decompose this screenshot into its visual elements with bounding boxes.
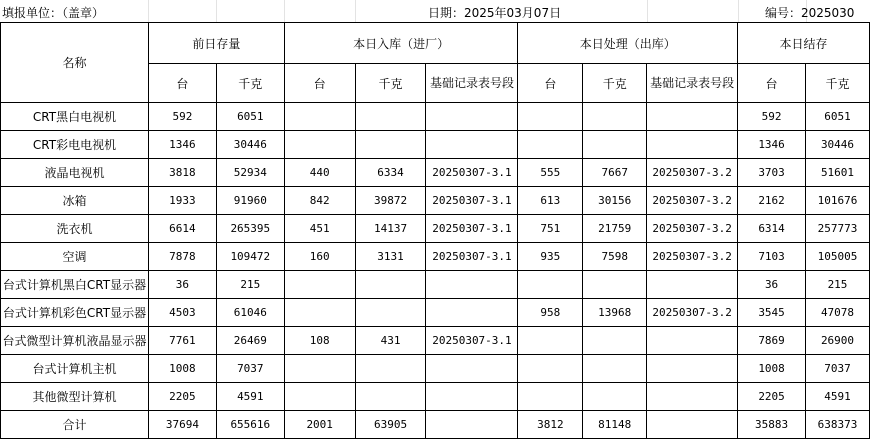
row-name: 台式计算机主机 — [1, 355, 149, 383]
in-record-cell: 20250307-3.1 — [426, 159, 518, 187]
bal-units-cell: 592 — [738, 103, 806, 131]
table-row — [1, 103, 870, 131]
in-kg-cell: 431 — [355, 327, 426, 355]
prev-kg-cell: 61046 — [216, 299, 284, 327]
row-name: 空调 — [1, 243, 149, 271]
out-record-cell — [647, 355, 738, 383]
outbound-header: 本日处理（出库） — [518, 23, 738, 64]
unit-header-kg: 千克 — [583, 64, 647, 103]
grid-line — [738, 0, 739, 22]
prev-kg-cell: 655616 — [216, 411, 284, 439]
grid-line — [284, 0, 285, 22]
out-kg-cell — [583, 327, 647, 355]
prev-units-cell: 1008 — [148, 355, 216, 383]
prev-units-cell: 1933 — [148, 187, 216, 215]
table-row — [1, 159, 870, 187]
prev-kg-cell: 52934 — [216, 159, 284, 187]
bal-units-cell: 3703 — [738, 159, 806, 187]
prev-kg-cell: 6051 — [216, 103, 284, 131]
in-record-cell — [426, 299, 518, 327]
out-units-cell — [518, 327, 583, 355]
bal-kg-cell: 638373 — [806, 411, 870, 439]
header-row-groups — [1, 23, 870, 64]
row-name: 台式微型计算机液晶显示器 — [1, 327, 149, 355]
out-kg-cell — [583, 131, 647, 159]
record-range-header: 基础记录表号段 — [647, 64, 738, 103]
out-kg-cell: 81148 — [583, 411, 647, 439]
date-label: 日期：2025年03月07日 — [428, 6, 562, 20]
in-units-cell — [284, 355, 355, 383]
in-record-cell: 20250307-3.1 — [426, 327, 518, 355]
bal-kg-cell: 6051 — [806, 103, 870, 131]
bal-units-cell: 7869 — [738, 327, 806, 355]
prev-units-cell: 37694 — [148, 411, 216, 439]
prev-units-cell: 3818 — [148, 159, 216, 187]
bal-units-cell: 3545 — [738, 299, 806, 327]
out-kg-cell: 7598 — [583, 243, 647, 271]
grid-line — [148, 0, 149, 22]
out-kg-cell — [583, 355, 647, 383]
in-record-cell — [426, 271, 518, 299]
prev-units-cell: 4503 — [148, 299, 216, 327]
out-record-cell — [647, 383, 738, 411]
grid-line — [647, 0, 648, 22]
in-units-cell: 440 — [284, 159, 355, 187]
table-row — [1, 215, 870, 243]
out-kg-cell — [583, 383, 647, 411]
prev-units-cell: 1346 — [148, 131, 216, 159]
grid-line — [216, 0, 217, 22]
out-units-cell: 3812 — [518, 411, 583, 439]
out-units-cell — [518, 103, 583, 131]
out-record-cell: 20250307-3.2 — [647, 243, 738, 271]
in-record-cell — [426, 383, 518, 411]
reporting-unit-label: 填报单位：（盖章） — [2, 6, 105, 20]
row-name: CRT彩电电视机 — [1, 131, 149, 159]
unit-header-units: 台 — [738, 64, 806, 103]
out-units-cell: 555 — [518, 159, 583, 187]
in-kg-cell: 39872 — [355, 187, 426, 215]
serial-number-label: 编号：2025030 — [765, 6, 855, 20]
bal-kg-cell: 105005 — [806, 243, 870, 271]
out-record-cell — [647, 327, 738, 355]
bal-units-cell: 2162 — [738, 187, 806, 215]
out-record-cell: 20250307-3.2 — [647, 187, 738, 215]
in-record-cell: 20250307-3.1 — [426, 243, 518, 271]
row-name: 洗衣机 — [1, 215, 149, 243]
table-row — [1, 355, 870, 383]
unit-header-kg: 千克 — [806, 64, 870, 103]
out-record-cell — [647, 103, 738, 131]
prev-kg-cell: 4591 — [216, 383, 284, 411]
bal-units-cell: 1008 — [738, 355, 806, 383]
out-units-cell — [518, 271, 583, 299]
unit-header-kg: 千克 — [216, 64, 284, 103]
in-units-cell: 108 — [284, 327, 355, 355]
bal-units-cell: 7103 — [738, 243, 806, 271]
in-units-cell — [284, 131, 355, 159]
table-row — [1, 327, 870, 355]
row-name: 合计 — [1, 411, 149, 439]
name-column-header: 名称 — [1, 23, 149, 103]
prev-kg-cell: 91960 — [216, 187, 284, 215]
bal-kg-cell: 101676 — [806, 187, 870, 215]
out-record-cell — [647, 411, 738, 439]
prev-kg-cell: 7037 — [216, 355, 284, 383]
in-kg-cell — [355, 355, 426, 383]
table-row — [1, 383, 870, 411]
prev-kg-cell: 30446 — [216, 131, 284, 159]
out-units-cell — [518, 355, 583, 383]
unit-header-units: 台 — [284, 64, 355, 103]
out-record-cell — [647, 271, 738, 299]
balance-header: 本日结存 — [738, 23, 870, 64]
row-name: 其他微型计算机 — [1, 383, 149, 411]
in-record-cell — [426, 103, 518, 131]
in-kg-cell — [355, 131, 426, 159]
row-name: 冰箱 — [1, 187, 149, 215]
unit-header-kg: 千克 — [355, 64, 426, 103]
table-row — [1, 187, 870, 215]
row-name: 台式计算机彩色CRT显示器 — [1, 299, 149, 327]
in-kg-cell: 14137 — [355, 215, 426, 243]
in-units-cell — [284, 103, 355, 131]
out-record-cell: 20250307-3.2 — [647, 215, 738, 243]
out-kg-cell: 30156 — [583, 187, 647, 215]
table-row — [1, 243, 870, 271]
in-units-cell: 2001 — [284, 411, 355, 439]
in-units-cell: 842 — [284, 187, 355, 215]
prev-kg-cell: 265395 — [216, 215, 284, 243]
out-record-cell: 20250307-3.2 — [647, 159, 738, 187]
in-units-cell — [284, 271, 355, 299]
out-units-cell: 613 — [518, 187, 583, 215]
prev-kg-cell: 215 — [216, 271, 284, 299]
unit-header-units: 台 — [518, 64, 583, 103]
table-row — [1, 271, 870, 299]
in-kg-cell: 63905 — [355, 411, 426, 439]
in-record-cell: 20250307-3.1 — [426, 187, 518, 215]
prev-units-cell: 592 — [148, 103, 216, 131]
out-record-cell — [647, 131, 738, 159]
in-units-cell — [284, 299, 355, 327]
total-row — [1, 411, 870, 439]
record-range-header: 基础记录表号段 — [426, 64, 518, 103]
bal-kg-cell: 26900 — [806, 327, 870, 355]
row-name: 液晶电视机 — [1, 159, 149, 187]
bal-units-cell: 35883 — [738, 411, 806, 439]
out-units-cell: 958 — [518, 299, 583, 327]
in-kg-cell — [355, 271, 426, 299]
bal-kg-cell: 4591 — [806, 383, 870, 411]
table-row — [1, 131, 870, 159]
prev-units-cell: 7878 — [148, 243, 216, 271]
in-units-cell: 160 — [284, 243, 355, 271]
in-units-cell: 451 — [284, 215, 355, 243]
out-kg-cell — [583, 103, 647, 131]
row-name: CRT黑白电视机 — [1, 103, 149, 131]
out-kg-cell — [583, 271, 647, 299]
bal-kg-cell: 7037 — [806, 355, 870, 383]
out-record-cell: 20250307-3.2 — [647, 299, 738, 327]
bal-units-cell: 1346 — [738, 131, 806, 159]
prev-units-cell: 6614 — [148, 215, 216, 243]
out-units-cell — [518, 131, 583, 159]
out-kg-cell: 7667 — [583, 159, 647, 187]
bal-units-cell: 36 — [738, 271, 806, 299]
in-record-cell: 20250307-3.1 — [426, 215, 518, 243]
table-row — [1, 299, 870, 327]
in-record-cell — [426, 411, 518, 439]
inventory-table — [0, 22, 870, 439]
in-record-cell — [426, 131, 518, 159]
bal-units-cell: 6314 — [738, 215, 806, 243]
report-header — [0, 0, 870, 22]
grid-line — [355, 0, 356, 22]
bal-kg-cell: 257773 — [806, 215, 870, 243]
prev-units-cell: 7761 — [148, 327, 216, 355]
out-units-cell — [518, 383, 583, 411]
out-kg-cell: 13968 — [583, 299, 647, 327]
bal-kg-cell: 215 — [806, 271, 870, 299]
out-units-cell: 751 — [518, 215, 583, 243]
out-kg-cell: 21759 — [583, 215, 647, 243]
table-body — [1, 103, 870, 439]
in-kg-cell: 3131 — [355, 243, 426, 271]
row-name: 台式计算机黑白CRT显示器 — [1, 271, 149, 299]
bal-kg-cell: 30446 — [806, 131, 870, 159]
unit-header-units: 台 — [148, 64, 216, 103]
prev-units-cell: 2205 — [148, 383, 216, 411]
previous-stock-header: 前日存量 — [148, 23, 284, 64]
inbound-header: 本日入库（进厂） — [284, 23, 518, 64]
in-kg-cell — [355, 383, 426, 411]
in-kg-cell: 6334 — [355, 159, 426, 187]
prev-units-cell: 36 — [148, 271, 216, 299]
in-kg-cell — [355, 299, 426, 327]
out-units-cell: 935 — [518, 243, 583, 271]
prev-kg-cell: 109472 — [216, 243, 284, 271]
in-units-cell — [284, 383, 355, 411]
in-record-cell — [426, 355, 518, 383]
bal-kg-cell: 47078 — [806, 299, 870, 327]
bal-kg-cell: 51601 — [806, 159, 870, 187]
bal-units-cell: 2205 — [738, 383, 806, 411]
prev-kg-cell: 26469 — [216, 327, 284, 355]
in-kg-cell — [355, 103, 426, 131]
